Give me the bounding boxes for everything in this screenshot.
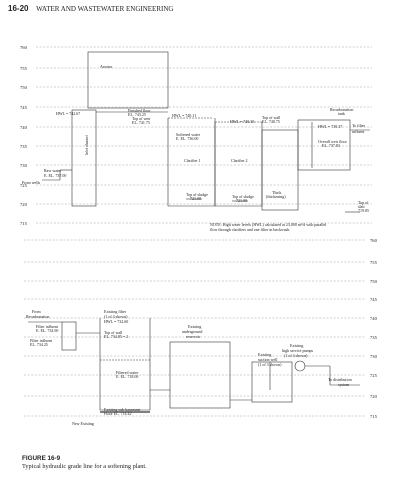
bottom-axis-label: 730 xyxy=(370,354,377,359)
thick-label-2: (thickening) xyxy=(266,194,286,199)
filter-influent-2-label: Filter influent xyxy=(30,338,53,343)
finished-floor-label: Finished floor xyxy=(128,108,151,113)
top-axis-label: 760 xyxy=(20,45,27,50)
running-title: WATER AND WASTEWATER ENGINEERING xyxy=(36,5,174,13)
page-number: 16-20 xyxy=(8,4,29,13)
existing-filter-label: Existing filter xyxy=(104,309,127,314)
note-line-1: NOTE: High water levels (HWL) calculated at 23,000 m³/d with parallel xyxy=(210,222,327,227)
top-slab-label-2: slab xyxy=(358,204,365,209)
thick-label: Thick xyxy=(272,190,282,195)
clarifier-2-label: Clarifier 2 xyxy=(231,158,248,163)
bottom-labels xyxy=(26,309,352,426)
top-of-wall-filter-label: Top of wall xyxy=(104,330,123,335)
existing-suction-label-3: (1 of 3 shown) xyxy=(258,362,282,367)
overall-weir-label: Overall weir floor xyxy=(318,139,347,144)
bottom-axis-label: 740 xyxy=(370,316,377,321)
clarifier-1-label: Clarifier 1 xyxy=(184,158,201,163)
top-axis-label: 740 xyxy=(20,125,27,130)
top-of-wall-elev: EL. 740.75 xyxy=(262,119,280,124)
existing-suction-label: Existing xyxy=(258,352,272,357)
top-sludge-2-label: Top of sludge xyxy=(232,194,254,199)
top-sludge-1-elev: 721.00 xyxy=(190,196,201,201)
softened-water-elev: E. EL. 736.00 xyxy=(176,136,199,141)
inlet-channel-label: Inlet channel xyxy=(85,135,89,155)
recarb-tank-label-2: tank xyxy=(338,111,345,116)
figure-number: FIGURE 16-9 xyxy=(22,455,61,462)
top-sludge-2-elev: 721.00 xyxy=(236,198,247,203)
finished-floor-elev: EL. 743.25 xyxy=(128,112,146,117)
to-filter-label-2: influent xyxy=(352,129,365,134)
raw-water-elev: E. EL. 737.00 xyxy=(44,173,67,178)
top-slab-label: Top of xyxy=(358,200,369,205)
existing-suction-label-2: suction well xyxy=(258,357,278,362)
hwl-filter-label: HWL = 732.60 xyxy=(104,319,129,324)
from-recarb-label-2: Recarbonation xyxy=(26,314,50,319)
filter-influent-1-label: Filter influent xyxy=(36,324,59,329)
hwl-recarb-label: HWL = 739.37 xyxy=(318,124,343,129)
recarb-tank-label: Recarbonation xyxy=(330,107,354,112)
bottom-axis-label: 750 xyxy=(370,279,377,284)
top-labels xyxy=(22,64,369,232)
top-of-weir-elev: EL. 741.75 xyxy=(132,120,150,125)
filter-influent-2-elev: EL. 734.25 xyxy=(30,342,48,347)
existing-underground-label-3: reservoir xyxy=(186,334,201,339)
top-of-weir-label: Top of weir xyxy=(132,116,151,121)
bottom-axis-label: 735 xyxy=(370,335,377,340)
raw-water-label: Raw water xyxy=(44,168,62,173)
note-line-2: flow through clarifiers and one filter in backwash. xyxy=(210,227,291,232)
existing-underground-label: Existing xyxy=(188,324,202,329)
bottom-axis-label: 745 xyxy=(370,297,377,302)
existing-filter-label-2: (1 of 4 shown) xyxy=(104,314,128,319)
existing-underground-label-2: underground xyxy=(182,329,203,334)
existing-hs-pumps-label: Existing xyxy=(290,343,304,348)
top-of-wall-label: Top of wall xyxy=(262,115,281,120)
sub-basement-elev: Floor EL. 714.42 xyxy=(104,411,132,416)
sub-basement-label: Existing sub-basement xyxy=(104,407,141,412)
figure-caption xyxy=(22,455,147,471)
hwl-right-label: HWL = 740.35 xyxy=(230,119,255,124)
top-slab-elev: 719.85 xyxy=(358,208,369,213)
to-filter-label: To filter xyxy=(352,123,365,128)
top-axis-label: 730 xyxy=(20,163,27,168)
top-axis-label: 755 xyxy=(20,66,27,71)
bottom-axis-label: 755 xyxy=(370,260,377,265)
high-service-pump xyxy=(295,361,305,371)
existing-hs-pumps-label-2: high service pumps xyxy=(282,348,314,353)
legend-new-existing: New Existing xyxy=(72,421,94,426)
to-distribution-label: To distribution xyxy=(328,377,352,382)
hwl-mid-label: HWL = 740.11 xyxy=(172,113,197,118)
softened-water-label: Softened water xyxy=(176,132,201,137)
to-distribution-label-2: system xyxy=(338,382,350,387)
top-axis-label: 715 xyxy=(20,221,27,226)
figure-caption-text: Typical hydraulic grade line for a softening plant. xyxy=(22,463,147,470)
existing-hs-pumps-label-3: (1 of 4 shown) xyxy=(284,353,308,358)
filtered-water-elev: E. EL. 718.00 xyxy=(116,374,139,379)
top-diagram xyxy=(42,52,370,212)
top-axis-label: 745 xyxy=(20,105,27,110)
top-axis-label: 750 xyxy=(20,85,27,90)
aerator-label: Aerator xyxy=(100,64,113,69)
top-sludge-1-label: Top of sludge xyxy=(186,192,208,197)
inlet-channel xyxy=(72,110,96,206)
from-recarb-label: From xyxy=(32,309,41,314)
top-axis-label: 720 xyxy=(20,202,27,207)
top-axis-label: 735 xyxy=(20,144,27,149)
overall-weir-elev: EL. 737.83 xyxy=(322,143,340,148)
filter-influent-1-elev: E. EL. 734.90 xyxy=(36,328,59,333)
bottom-axis-label: 720 xyxy=(370,394,377,399)
bottom-axis-label: 715 xyxy=(370,414,377,419)
bottom-axis-label: 760 xyxy=(370,238,377,243)
bottom-axis-label: 725 xyxy=(370,373,377,378)
top-axis-label: 725 xyxy=(20,183,27,188)
filtered-water-label: Filtered water xyxy=(116,370,139,375)
aerator-box xyxy=(88,52,168,108)
hwl-box-label: HWL = 742.67 xyxy=(56,111,81,116)
top-of-wall-filter-elev: EL. 734.85 = 2 xyxy=(104,334,129,339)
from-wells-label: From wells xyxy=(22,180,41,185)
filter-inlet-channel xyxy=(62,322,76,350)
